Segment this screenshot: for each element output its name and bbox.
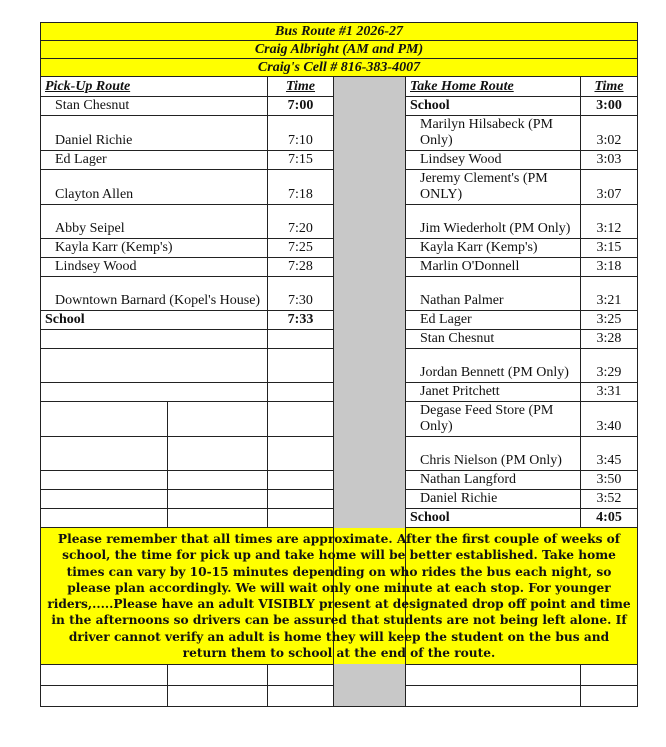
takehome-time: 3:50 [581,471,638,490]
pickup-time: 7:20 [268,205,334,239]
pickup-stop: Daniel Richie [41,116,268,151]
empty-cell [406,686,581,707]
empty-cell [268,349,334,383]
empty-cell [268,490,334,509]
takehome-time: 3:45 [581,437,638,471]
empty-cell [41,686,168,707]
pickup-stop: Downtown Barnard (Kopel's House) [41,277,268,311]
takehome-time: 3:29 [581,349,638,383]
driver-name: Craig Albright (AM and PM) [41,41,638,59]
empty-cell [41,490,168,509]
takehome-time: 3:07 [581,170,638,205]
pickup-time: 7:18 [268,170,334,205]
pickup-time: 7:28 [268,258,334,277]
empty-cell [168,509,268,528]
pickup-stop: Clayton Allen [41,170,268,205]
takehome-time-header: Time [581,77,638,97]
takehome-time: 4:05 [581,509,638,528]
takehome-time: 3:25 [581,311,638,330]
notice-text: Please remember that all times are approximate. After the first couple of weeks of school, the time for pick up and take home will be better established. Take home times can vary by 10-15 minutes depending on who rides the bus each night, so please plan accordingly. We will wait only one minute at each stop. For younger riders,.....Please have an adult VISIBLY present at designated drop off point and time in the afternoons so drivers can be assured that students are not being left alone. If driver cannot verify an adult is home they will keep the student on the bus and return them to school at the end of the route. [41,528,638,665]
empty-cell [168,402,268,437]
empty-cell [168,471,268,490]
pickup-time: 7:00 [268,97,334,116]
empty-cell [268,330,334,349]
empty-cell [581,665,638,686]
takehome-stop: School [406,509,581,528]
empty-cell [41,471,168,490]
takehome-time: 3:00 [581,97,638,116]
takehome-time: 3:31 [581,383,638,402]
takehome-time: 3:21 [581,277,638,311]
empty-cell [41,402,168,437]
empty-cell [41,349,268,383]
empty-cell [268,383,334,402]
takehome-stop: Lindsey Wood [406,151,581,170]
takehome-stop: Stan Chesnut [406,330,581,349]
empty-cell [268,437,334,471]
route-title: Bus Route #1 2026-27 [41,23,638,41]
pickup-time: 7:30 [268,277,334,311]
takehome-stop: Marlin O'Donnell [406,258,581,277]
takehome-time: 3:52 [581,490,638,509]
takehome-time: 3:12 [581,205,638,239]
pickup-stop: Ed Lager [41,151,268,170]
empty-cell [41,330,268,349]
takehome-stop: Kayla Karr (Kemp's) [406,239,581,258]
pickup-time-header: Time [268,77,334,97]
bus-route-sheet [40,22,637,707]
takehome-time: 3:18 [581,258,638,277]
empty-cell [406,665,581,686]
takehome-route-header: Take Home Route [406,77,581,97]
takehome-stop: School [406,97,581,116]
empty-cell [168,437,268,471]
pickup-stop: Abby Seipel [41,205,268,239]
empty-cell [41,383,268,402]
takehome-time: 3:02 [581,116,638,151]
empty-cell [41,437,168,471]
takehome-stop: Nathan Langford [406,471,581,490]
empty-cell [268,665,334,686]
driver-cell: Craig's Cell # 816-383-4007 [41,59,638,77]
pickup-stop: Kayla Karr (Kemp's) [41,239,268,258]
takehome-stop: Marilyn Hilsabeck (PM Only) [406,116,581,151]
takehome-stop: Degase Feed Store (PM Only) [406,402,581,437]
empty-cell [41,665,168,686]
empty-cell [268,686,334,707]
pickup-route-header: Pick-Up Route [41,77,268,97]
pickup-time: 7:15 [268,151,334,170]
takehome-stop: Jeremy Clement's (PM ONLY) [406,170,581,205]
empty-cell [168,490,268,509]
pickup-time: 7:25 [268,239,334,258]
takehome-stop: Janet Pritchett [406,383,581,402]
empty-cell [41,509,168,528]
pickup-stop: Stan Chesnut [41,97,268,116]
pickup-stop: School [41,311,268,330]
takehome-time: 3:03 [581,151,638,170]
takehome-stop: Chris Nielson (PM Only) [406,437,581,471]
takehome-stop: Daniel Richie [406,490,581,509]
pickup-stop: Lindsey Wood [41,258,268,277]
empty-cell [581,686,638,707]
takehome-stop: Jim Wiederholt (PM Only) [406,205,581,239]
empty-cell [168,686,268,707]
empty-cell [268,471,334,490]
empty-cell [168,665,268,686]
takehome-stop: Ed Lager [406,311,581,330]
takehome-time: 3:28 [581,330,638,349]
pickup-time: 7:33 [268,311,334,330]
takehome-stop: Nathan Palmer [406,277,581,311]
empty-cell [268,402,334,437]
takehome-time: 3:40 [581,402,638,437]
route-table [40,22,638,707]
empty-cell [268,509,334,528]
takehome-stop: Jordan Bennett (PM Only) [406,349,581,383]
pickup-time: 7:10 [268,116,334,151]
takehome-time: 3:15 [581,239,638,258]
